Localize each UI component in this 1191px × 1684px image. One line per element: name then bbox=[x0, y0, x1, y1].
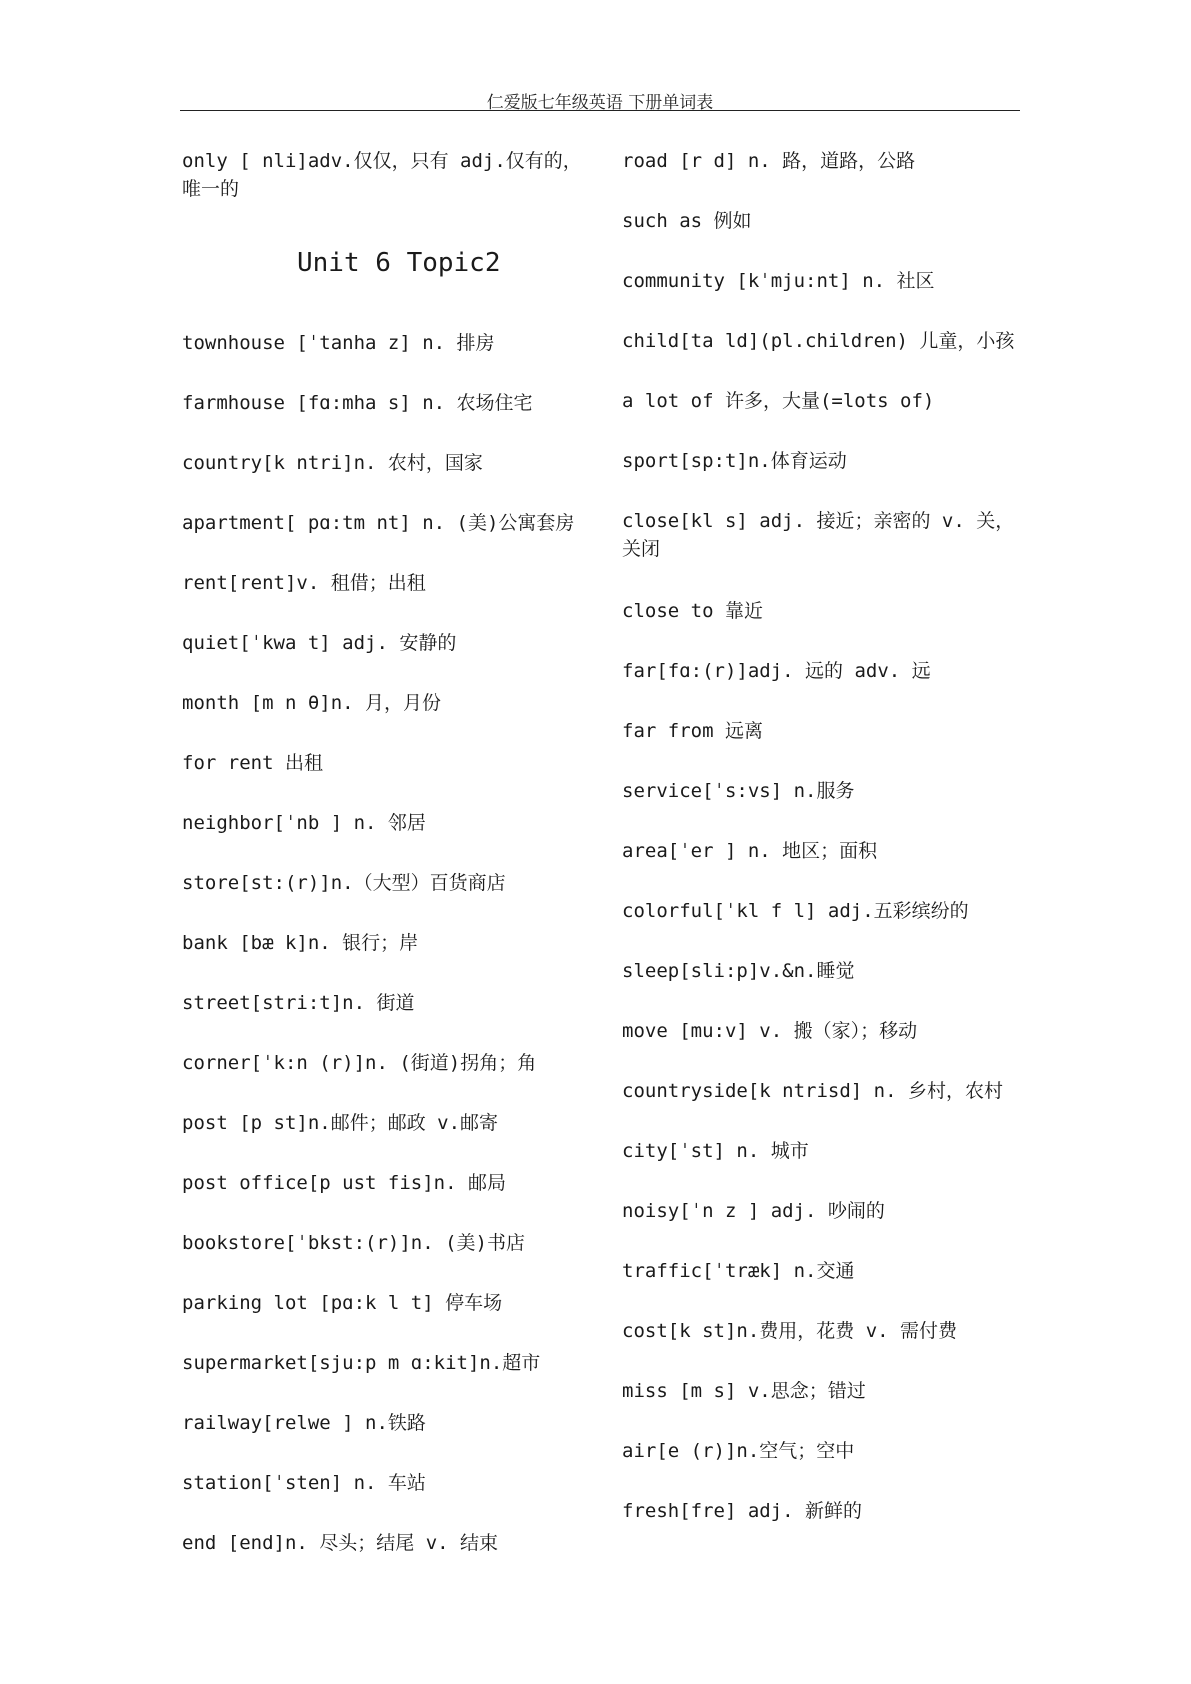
vocab-entry: sport[sp:t]n.体育运动 bbox=[622, 450, 847, 472]
vocab-entry: supermarket[sju:p m ɑ:kit]n.超市 bbox=[182, 1352, 541, 1374]
vocab-entry: end [end]n. 尽头；结尾 v. 结束 bbox=[182, 1532, 499, 1554]
vocab-entry: country[k ntri]n. 农村，国家 bbox=[182, 452, 483, 474]
vocab-entry: far[fɑ:(r)]adj. 远的 adv. 远 bbox=[622, 660, 931, 682]
vocab-entry: miss [m s] v.思念；错过 bbox=[622, 1380, 866, 1402]
vocab-entry: road [r d] n. 路，道路，公路 bbox=[622, 150, 916, 172]
vocab-entry: sleep[sli:p]v.&n.睡觉 bbox=[622, 960, 855, 982]
vocab-entry: street[stri:t]n. 街道 bbox=[182, 992, 415, 1014]
header-rule bbox=[180, 110, 1020, 111]
vocab-entry: child[ta ld](pl.children) 儿童，小孩 bbox=[622, 330, 1015, 352]
vocab-entry: fresh[fre] adj. 新鲜的 bbox=[622, 1500, 863, 1522]
vocab-entry: area[ˈer ] n. 地区；面积 bbox=[622, 840, 878, 862]
vocab-entry: for rent 出租 bbox=[182, 752, 323, 774]
vocab-entry: noisy[ˈn z ] adj. 吵闹的 bbox=[622, 1200, 885, 1222]
vocab-entry: traffic[ˈtræk] n.交通 bbox=[622, 1260, 855, 1282]
vocab-entry: post [p st]n.邮件；邮政 v.邮寄 bbox=[182, 1112, 499, 1134]
vocab-entry: service[ˈs:vs] n.服务 bbox=[622, 780, 855, 802]
vocab-entry: countryside[k ntrisd] n. 乡村，农村 bbox=[622, 1080, 1003, 1102]
vocab-entry: close[kl s] adj. 接近；亲密的 v. 关，关闭 bbox=[622, 510, 1015, 560]
vocab-entry: railway[relwe ] n.铁路 bbox=[182, 1412, 426, 1434]
vocab-entry: only [ nli]adv.仅仅，只有 adj.仅有的，唯一的 bbox=[182, 150, 582, 200]
vocab-entry: bookstore[ˈbkst:(r)]n. (美)书店 bbox=[182, 1232, 525, 1254]
vocab-entry: neighbor[ˈnb ] n. 邻居 bbox=[182, 812, 426, 834]
vocab-entry: a lot of 许多，大量(=lots of) bbox=[622, 390, 935, 412]
page-header: 仁爱版七年级英语 下册单词表 bbox=[486, 93, 714, 113]
vocab-entry: post office[p ust fis]n. 邮局 bbox=[182, 1172, 506, 1194]
vocab-entry: store[st:(r)]n.（大型）百货商店 bbox=[182, 872, 506, 894]
vocab-entry: far from 远离 bbox=[622, 720, 763, 742]
vocab-entry: colorful[ˈkl f l] adj.五彩缤纷的 bbox=[622, 900, 969, 922]
vocab-entry: corner[ˈk:n (r)]n. (街道)拐角；角 bbox=[182, 1052, 537, 1074]
vocab-entry: cost[k st]n.费用，花费 v. 需付费 bbox=[622, 1320, 958, 1342]
vocab-entry: townhouse [ˈtanha z] n. 排房 bbox=[182, 332, 495, 354]
vocab-entry: station[ˈsten] n. 车站 bbox=[182, 1472, 426, 1494]
vocab-entry: close to 靠近 bbox=[622, 600, 763, 622]
vocab-entry: city[ˈst] n. 城市 bbox=[622, 1140, 809, 1162]
vocab-entry: farmhouse [fɑ:mha s] n. 农场住宅 bbox=[182, 392, 533, 414]
vocab-entry: bank [bæ k]n. 银行；岸 bbox=[182, 932, 419, 954]
vocab-entry: community [kˈmju:nt] n. 社区 bbox=[622, 270, 935, 292]
vocab-entry: air[e (r)]n.空气；空中 bbox=[622, 1440, 855, 1462]
vocab-entry: quiet[ˈkwa t] adj. 安静的 bbox=[182, 632, 457, 654]
vocab-entry: month [m n θ]n. 月，月份 bbox=[182, 692, 442, 714]
unit-title: Unit 6 Topic2 bbox=[297, 248, 501, 278]
vocab-entry: parking lot [pɑ:k l t] 停车场 bbox=[182, 1292, 503, 1314]
vocab-entry: move [mu:v] v. 搬（家）；移动 bbox=[622, 1020, 918, 1042]
vocab-entry: apartment[ pɑ:tm nt] n. (美)公寓套房 bbox=[182, 512, 575, 534]
vocab-entry: such as 例如 bbox=[622, 210, 752, 232]
vocab-entry: rent[rent]v. 租借；出租 bbox=[182, 572, 426, 594]
